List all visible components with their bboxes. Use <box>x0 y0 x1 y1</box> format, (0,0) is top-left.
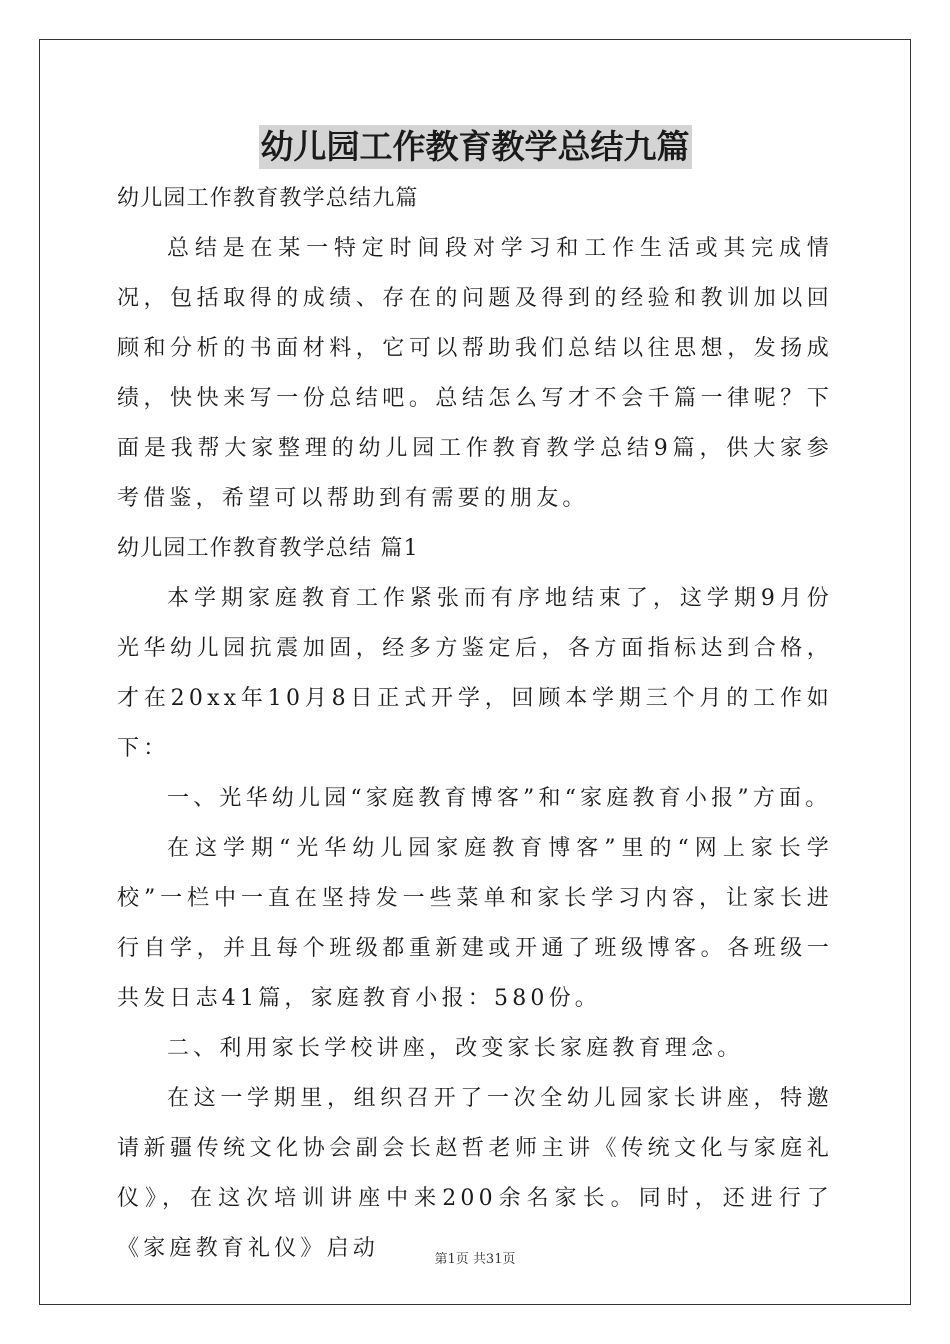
list-heading: 一、光华幼儿园“家庭教育博客”和“家庭教育小报”方面。 <box>167 786 832 811</box>
document-title: 幼儿园工作教育教学总结九篇 <box>259 125 692 169</box>
body-paragraph: 本学期家庭教育工作紧张而有序地结束了，这学期9月份光华幼儿园抗震加固，经多方鉴定后，各方面指标达到合格，才在20xx年10月8日正式开学，回顾本学期三个月的工作如下： <box>117 586 833 761</box>
intro-paragraph: 总结是在某一特定时间段对学习和工作生活或其完成情况，包括取得的成绩、存在的问题及得到的经验和教训加以回顾和分析的书面材料，它可以帮助我们总结以往思想，发扬成绩，快快来写一份总结吧。总结怎么写才不会千篇一律呢？下面是我帮大家整理的幼儿园工作教育教学总结9篇，供大家参考借鉴，希望可以帮助到有需要的朋友。 <box>117 236 833 511</box>
section-heading: 幼儿园工作教育教学总结 篇1 <box>117 536 419 561</box>
document-body <box>117 180 833 1274</box>
title-wrap <box>0 125 950 169</box>
page-footer <box>0 1248 950 1267</box>
body-paragraph: 在这一学期里，组织召开了一次全幼儿园家长讲座，特邀请新疆传统文化协会副会长赵哲老师主讲《传统文化与家庭礼仪》，在这次培训讲座中来200余名家长。同时，还进行了《家庭教育礼仪》启动 <box>117 1086 833 1261</box>
list-heading: 二、利用家长学校讲座，改变家长家庭教育理念。 <box>167 1036 744 1061</box>
body-paragraph: 在这学期“光华幼儿园家庭教育博客”里的“网上家长学校”一栏中一直在坚持发一些菜单和家长学习内容，让家长进行自学，并且每个班级都重新建或开通了班级博客。各班级一共发日志41篇，家庭教育小报：580份。 <box>117 836 833 1011</box>
document-subtitle: 幼儿园工作教育教学总结九篇 <box>117 186 419 211</box>
page-number: 第1页 共31页 <box>434 1252 516 1267</box>
